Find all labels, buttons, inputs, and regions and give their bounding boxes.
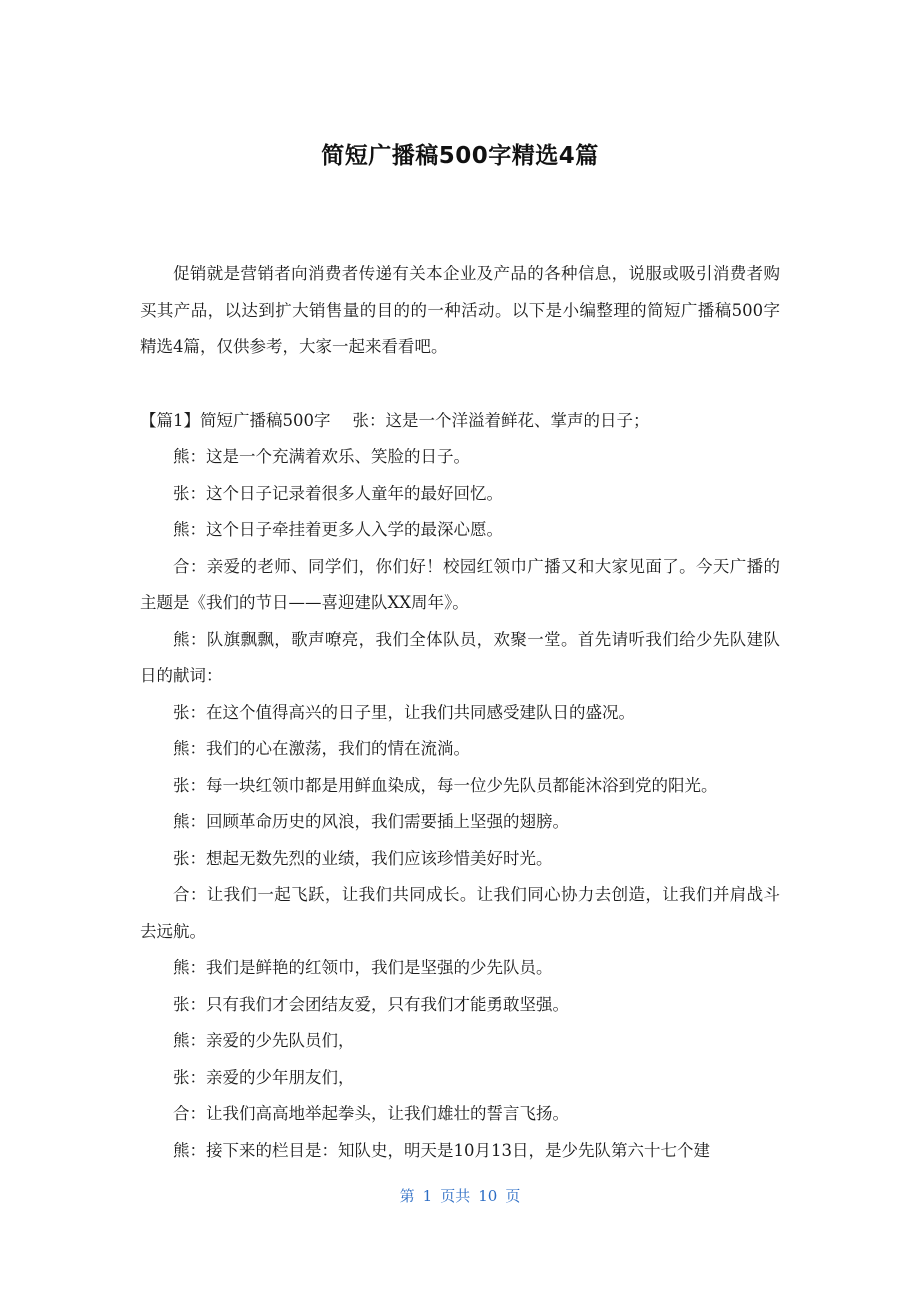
dialogue-line: 熊：这个日子牵挂着更多人入学的最深心愿。 (173, 520, 503, 539)
footer-total-pages: 10 (478, 1187, 498, 1205)
dialogue-line: 熊：亲爱的少先队员们， (173, 1031, 355, 1050)
dialogue-line: 合：让我们一起飞跃，让我们共同成长。让我们同心协力去创造，让我们并肩战斗去远航。 (140, 885, 780, 941)
dialogue-line: 熊：接下来的栏目是：知队史，明天是10月13日，是少先队第六十七个建 (173, 1140, 710, 1160)
dialogue-line: 熊：我们的心在激荡，我们的情在流淌。 (173, 739, 470, 758)
section-heading-line (140, 403, 780, 440)
dialogue-line: 张：想起无数先烈的业绩，我们应该珍惜美好时光。 (173, 848, 553, 868)
footer-current-page: 1 (422, 1187, 433, 1205)
dialogue-line: 熊：我们是鲜艳的红领巾，我们是坚强的少先队员。 (173, 958, 553, 977)
intro-paragraph: 促销就是营销者向消费者传递有关本企业及产品的各种信息，说服或吸引消费者购买其产品，以达到扩大销售量的目的的一种活动。以下是小编整理的简短广播稿500字精选4篇，仅供参考，大家一起来看看吧。 (140, 264, 780, 356)
footer-middle: 页共 (440, 1187, 471, 1205)
footer-suffix: 页 (505, 1187, 521, 1205)
dialogue-line: 合：亲爱的老师、同学们，你们好！校园红领巾广播又和大家见面了。今天广播的主题是《我们的节日——喜迎建队XX周年》。 (140, 556, 780, 612)
dialogue-line: 张：只有我们才会团结友爱，只有我们才能勇敢坚强。 (173, 994, 569, 1014)
document-title: 简短广播稿500字精选4篇 (321, 143, 599, 169)
document-body (140, 256, 780, 1169)
page-footer (0, 1184, 920, 1208)
dialogue-line: 熊：队旗飘飘，歌声嘹亮，我们全体队员，欢聚一堂。首先请听我们给少先队建队日的献词： (140, 629, 780, 685)
section-heading: 【篇1】简短广播稿500字 (140, 410, 331, 430)
footer-prefix: 第 (399, 1187, 415, 1205)
dialogue-line: 熊：这是一个充满着欢乐、笑脸的日子。 (173, 447, 470, 466)
dialogue-line: 张：每一块红领巾都是用鲜血染成，每一位少先队员都能沐浴到党的阳光。 (173, 775, 718, 795)
dialogue-line: 张：在这个值得高兴的日子里，让我们共同感受建队日的盛况。 (173, 702, 635, 722)
dialogue-line: 合：让我们高高地举起拳头，让我们雄壮的誓言飞扬。 (173, 1104, 569, 1123)
dialogue-line: 熊：回顾革命历史的风浪，我们需要插上坚强的翅膀。 (173, 812, 569, 831)
dialogue-line: 张：这是一个洋溢着鲜花、掌声的日子； (352, 410, 650, 430)
dialogue-line: 张：这个日子记录着很多人童年的最好回忆。 (173, 483, 503, 503)
dialogue-line: 张：亲爱的少年朋友们， (173, 1067, 355, 1087)
